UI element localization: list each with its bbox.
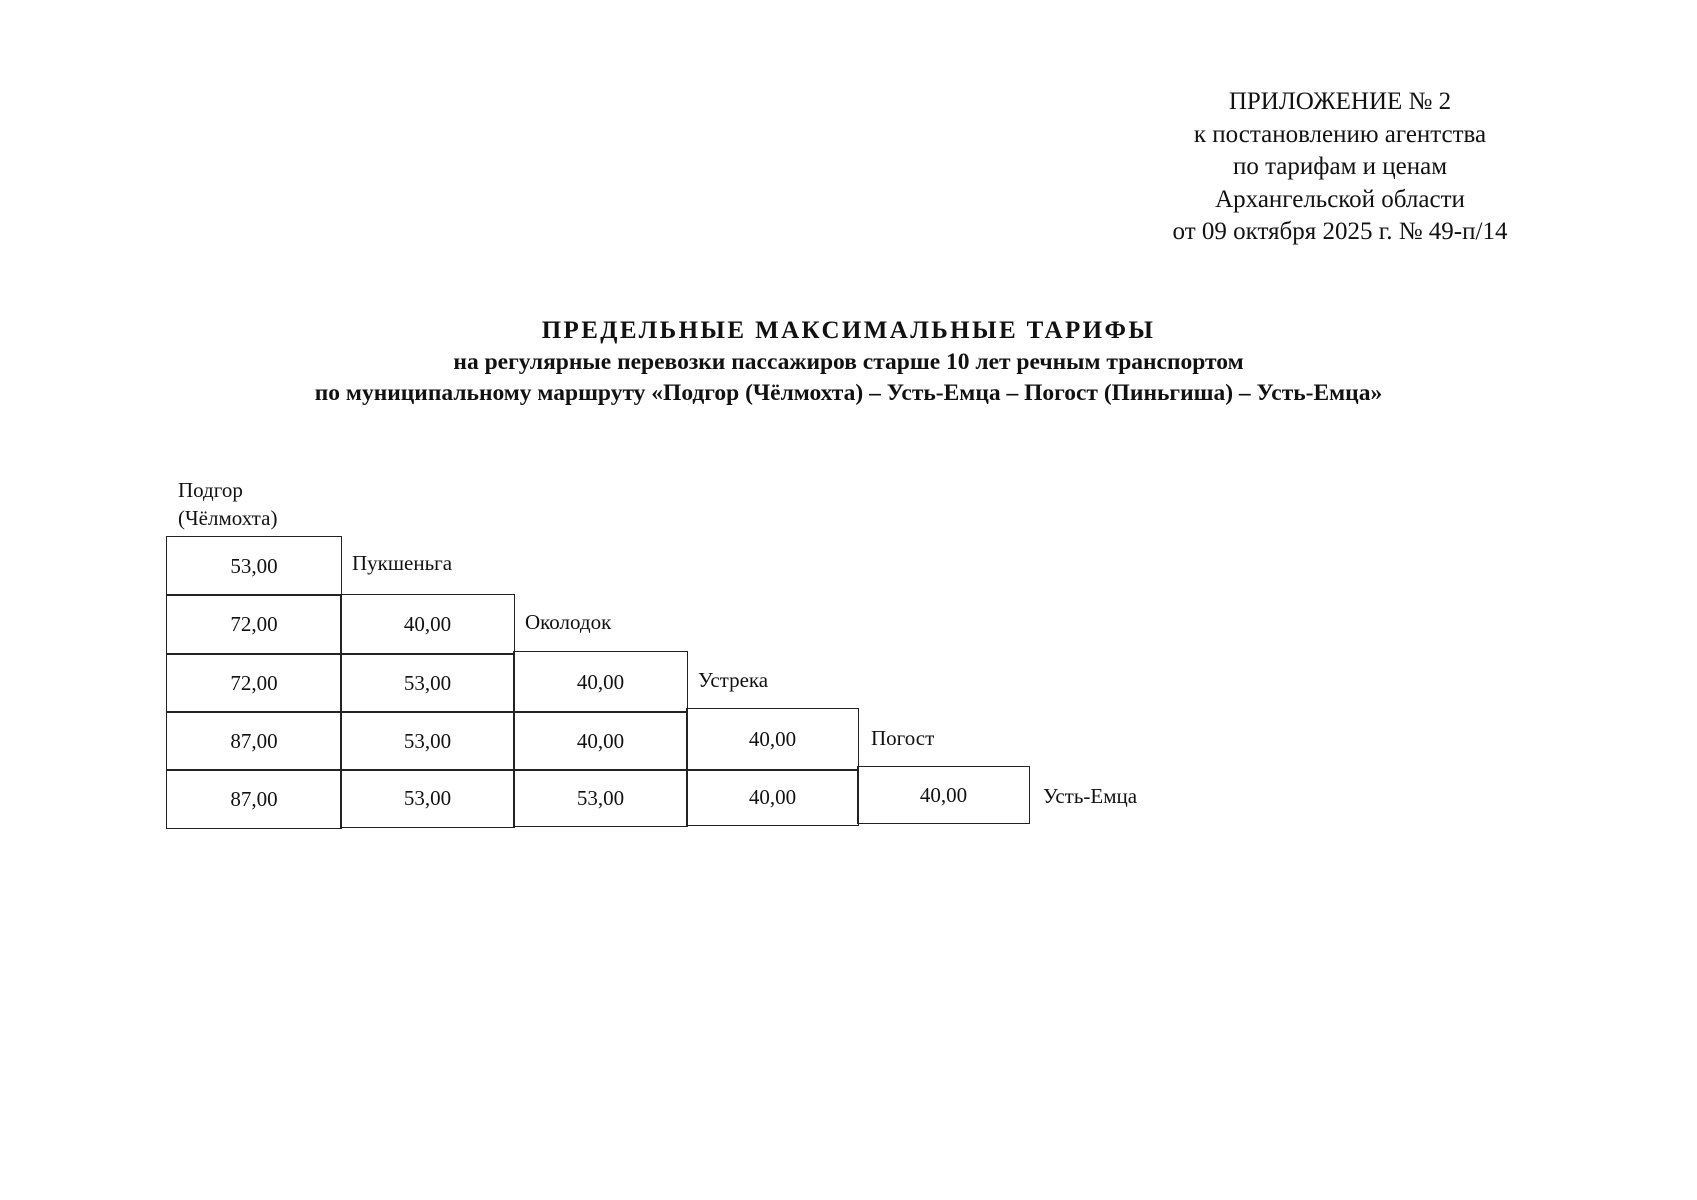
tariff-cell-r4-c4: 40,00 xyxy=(686,708,859,771)
document-subtitle-1: на регулярные перевозки пассажиров старше 10 лет речным транспортом xyxy=(453,349,1244,375)
tariff-cell-r4-c2: 53,00 xyxy=(340,711,515,771)
annex-line-1: к постановлению агентства xyxy=(1193,120,1487,148)
tariff-cell-r1-c1: 53,00 xyxy=(166,536,342,596)
annex-title: ПРИЛОЖЕНИЕ № 2 xyxy=(1228,88,1452,115)
annex-line-2: по тарифам и ценам xyxy=(1232,153,1448,180)
tariff-cell-r4-c3: 40,00 xyxy=(513,711,688,771)
tariff-cell-r4-c1: 87,00 xyxy=(166,711,342,771)
document-subtitle-2: по муниципальному маршруту «Подгор (Чёлмохта) – Усть-Емца – Погост (Пиньгиша) – Усть-Емца» xyxy=(314,380,1383,406)
tariff-cell-r3-c1: 72,00 xyxy=(166,653,342,713)
annex-line-3: Архангельской области xyxy=(1215,185,1465,213)
tariff-cell-r2-c2: 40,00 xyxy=(340,594,515,655)
annex-line-4: от 09 октября 2025 г. № 49-п/14 xyxy=(1172,218,1508,245)
tariff-cell-r5-c2: 53,00 xyxy=(340,769,515,828)
tariff-cell-r3-c3: 40,00 xyxy=(513,651,688,713)
stop-label-pukshenga: Пукшеньга xyxy=(352,551,453,575)
document-title: ПРЕДЕЛЬНЫЕ МАКСИМАЛЬНЫЕ ТАРИФЫ xyxy=(541,317,1156,344)
stop-label-pogost: Погост xyxy=(871,726,935,750)
stop-label-okolodok: Околодок xyxy=(525,610,612,634)
tariff-cell-r5-c3: 53,00 xyxy=(513,769,688,827)
stop-label-podgor-line1: Подгор xyxy=(178,478,243,502)
document-heading xyxy=(0,315,1697,409)
stop-label-ustreka: Устрека xyxy=(698,668,769,692)
tariff-cell-r5-c1: 87,00 xyxy=(166,769,342,829)
stop-label-ust-emtsa: Усть-Емца xyxy=(1043,784,1138,808)
stop-label-podgor-line2: (Чёлмохта) xyxy=(178,506,278,530)
tariff-cell-r3-c2: 53,00 xyxy=(340,653,515,713)
tariff-cell-r2-c1: 72,00 xyxy=(166,594,342,655)
tariff-cell-r5-c4: 40,00 xyxy=(686,769,859,826)
annex-block xyxy=(1140,86,1540,249)
tariff-cell-r5-c5: 40,00 xyxy=(857,766,1030,824)
stop-label-podgor xyxy=(178,476,277,532)
